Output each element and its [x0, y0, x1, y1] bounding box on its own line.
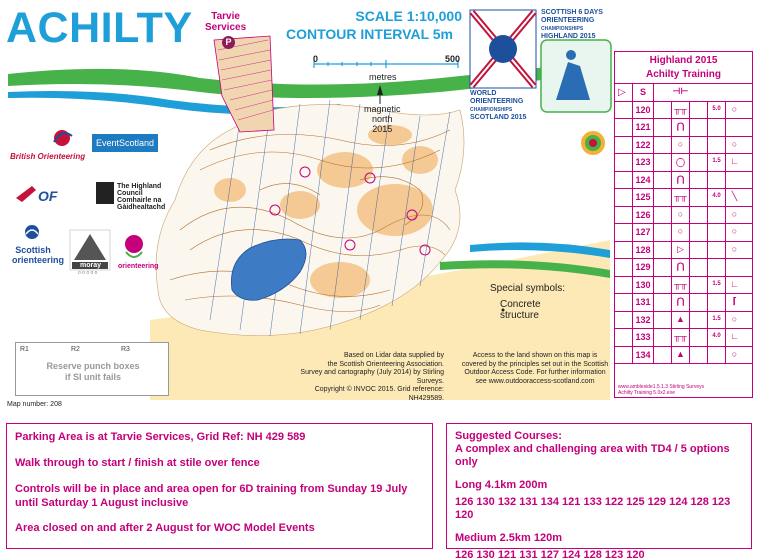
parking-icon: P [222, 36, 235, 49]
control-sym: ⋂ [676, 261, 685, 271]
reserve-line-1: Reserve punch boxes [46, 361, 140, 371]
access-line-1: Access to the land shown on this map is [472, 352, 598, 359]
woc-line-2: ORIENTEERING [470, 98, 524, 105]
scale-unit-label: metres [369, 72, 397, 82]
control-dim: 1.5 [712, 158, 721, 164]
start-triangle-icon: ▷ [618, 87, 626, 98]
reserve-punch-boxes [15, 342, 169, 396]
control-row [615, 172, 752, 190]
magnetic-north-label [364, 104, 401, 134]
control-sym2: ∟ [730, 331, 739, 341]
moray-sub-label: o o o o o [78, 270, 98, 276]
lidar-line-3: Survey and cartography (July 2014) by Stirling Surveys. [300, 369, 444, 385]
control-dim: 1.5 [712, 315, 721, 322]
descriptions-title-line-1: Highland 2015 [649, 55, 718, 66]
control-row [615, 347, 752, 365]
hc-line-2: Council [117, 190, 143, 197]
scale-block [286, 8, 462, 42]
control-dim: 4.0 [712, 193, 721, 199]
british-orienteering-logo [54, 130, 72, 146]
scottish-orienteering-logo [25, 225, 39, 239]
control-row [615, 154, 752, 172]
so-line-1: Scottish [15, 245, 51, 255]
control-sym2: ⌈ [732, 296, 737, 306]
start-symbol: ⊣⊢ [672, 86, 689, 96]
event-scotland-logo: EventScotland [92, 134, 158, 152]
info-walk: Walk through to start / finish at stile over fence [15, 457, 260, 469]
thistle-label: orienteering [118, 263, 159, 270]
control-sym2: ╲ [731, 191, 738, 201]
scale-text: SCALE 1:10,000 [355, 8, 462, 24]
descriptions-start-row [615, 84, 752, 102]
control-dim: 1.5 [712, 280, 721, 287]
hc-line-1: The Highland [117, 183, 162, 190]
control-sym: ╥╥ [674, 103, 687, 114]
hc-line-4: Gàidhealtachd [117, 204, 166, 211]
north-line-1: magnetic [364, 104, 401, 114]
control-row [615, 294, 752, 312]
woc-logo [470, 10, 536, 88]
control-sym2: ○ [731, 348, 738, 359]
access-notice [460, 352, 610, 386]
control-sym2: ○ [731, 243, 738, 254]
control-num: 132 [635, 314, 651, 325]
control-sym: ○ [677, 208, 684, 219]
access-line-3: Outdoor Access Code. For further information [464, 369, 606, 376]
access-line-4: see www.outdooraccess-scotland.com [475, 377, 595, 385]
descriptions-footer-line-2: Achilty Training 5.0x2.exe [618, 390, 675, 396]
s6d-logo-text [541, 9, 603, 41]
reserve-label-r3: R3 [121, 346, 130, 353]
control-row [615, 207, 752, 225]
control-sym: 〇 [675, 158, 685, 168]
lidar-line-1: Based on Lidar data supplied by [343, 352, 444, 359]
woc-line-3: CHAMPIONSHIPS [470, 107, 513, 113]
control-row [615, 189, 752, 207]
control-sym2: ○ [731, 103, 738, 114]
target-icon [581, 131, 605, 155]
control-num: 134 [635, 349, 651, 360]
control-num: 123 [635, 157, 651, 167]
lidar-line-2: the Scottish Orienteering Association. [327, 360, 444, 368]
s6d-line-3: CHAMPIONSHIPS [541, 26, 584, 32]
map-title: ACHILTY [6, 4, 193, 52]
long-course-title: Long 4.1km 200m [455, 479, 548, 491]
special-symbols-title: Special symbols: [490, 283, 566, 294]
info-box-courses [446, 423, 752, 560]
highland-council-crest [96, 182, 114, 204]
tarvie-zone [214, 36, 274, 132]
control-descriptions [614, 51, 753, 398]
reserve-text [16, 361, 170, 383]
control-num: 121 [635, 122, 651, 132]
tarvie-label [205, 11, 246, 33]
woc-line-1: WORLD [470, 90, 497, 97]
so-line-2: orienteering [12, 255, 65, 265]
contour-interval-text: CONTOUR INTERVAL 5m [286, 26, 453, 42]
medium-course-title: Medium 2.5km 120m [455, 532, 562, 544]
north-line-3: 2015 [372, 124, 393, 134]
control-row [615, 224, 752, 242]
control-row [615, 259, 752, 277]
info-closed: Area closed on and after 2 August for WOC Model Events [15, 522, 315, 534]
scottish-orienteering-label [12, 245, 65, 265]
tarvie-line-1: Tarvie [211, 11, 240, 22]
control-num: 126 [635, 209, 651, 220]
descriptions-title-line-2: Achilty Training [645, 69, 721, 80]
control-sym2: ○ [731, 313, 738, 324]
control-sym: ╥╥ [674, 278, 687, 289]
lidar-line-4: Copyright © INVOC 2015. Grid reference: NH429589. [314, 386, 444, 402]
control-num: 124 [635, 174, 651, 185]
highland-council-label [117, 183, 165, 211]
control-row [615, 242, 752, 260]
control-sym: ○ [677, 226, 684, 236]
british-orienteering-label: British Orienteering [10, 152, 86, 161]
control-sym: ▲ [676, 313, 685, 324]
control-sym2: ○ [731, 138, 738, 149]
control-num: 127 [635, 227, 651, 237]
tarvie-line-2: Services [205, 22, 247, 33]
control-row [615, 277, 752, 295]
hc-line-3: Comhairle na [117, 197, 162, 204]
iof-logo-mark [16, 186, 36, 202]
descriptions-footer [618, 384, 704, 396]
control-sym: ▷ [677, 243, 684, 254]
info-box-parking [6, 423, 433, 549]
control-row [615, 102, 752, 120]
courses-heading: Suggested Courses: [455, 430, 562, 442]
control-num: 120 [635, 104, 651, 115]
control-row [615, 329, 752, 347]
control-dim: 4.0 [712, 333, 721, 339]
control-sym: ⋂ [676, 121, 685, 131]
control-sym2: ∟ [730, 278, 739, 289]
control-sym2: ∟ [730, 156, 739, 166]
reserve-label-r2: R2 [71, 346, 80, 353]
control-sym: ▲ [676, 348, 685, 359]
control-sym2: ○ [731, 208, 738, 219]
control-row [615, 137, 752, 155]
woc-line-4: SCOTLAND 2015 [470, 114, 527, 121]
descriptions-footer-line-1: www.ambleside1.5.1.3 Stirling Surveys [618, 384, 705, 390]
long-course-controls: 126 130 132 131 134 121 133 122 125 129 124 128 123 120 [455, 496, 731, 521]
control-sym2: ○ [731, 226, 738, 236]
control-num: 130 [635, 279, 651, 290]
control-row [615, 312, 752, 330]
medium-course-controls: 126 130 121 131 127 124 128 123 120 [455, 549, 645, 560]
access-line-2: covered by the principles set out in the Scottish [461, 360, 609, 368]
special-item-line-2: structure [500, 310, 539, 321]
s6d-line-4: HIGHLAND 2015 [541, 33, 596, 40]
s6d-line-1: SCOTTISH 6 DAYS [541, 9, 603, 16]
control-num: 133 [635, 332, 651, 342]
control-num: 125 [635, 192, 651, 202]
courses-subheading: A complex and challenging area with TD4 / 5 options only [455, 443, 730, 468]
s6d-line-2: ORIENTEERING [541, 17, 595, 24]
control-sym: ╥╥ [674, 191, 687, 201]
thistle-logo [125, 235, 143, 257]
reserve-label-r1: R1 [20, 346, 29, 353]
s6d-logo [541, 40, 611, 112]
map-number: Map number: 208 [7, 401, 62, 408]
control-sym: ○ [677, 138, 684, 149]
north-line-2: north [372, 114, 393, 124]
reserve-line-2: if SI unit fails [64, 372, 121, 382]
lidar-credit [284, 352, 444, 403]
descriptions-rows [615, 102, 752, 365]
scale-start-label: 0 [313, 54, 319, 64]
start-label: S [639, 87, 646, 97]
control-num: 122 [635, 139, 651, 150]
control-row [615, 119, 752, 137]
control-num: 129 [635, 262, 651, 272]
info-parking: Parking Area is at Tarvie Services, Grid Ref: NH 429 589 [15, 431, 306, 443]
info-controls: Controls will be in place and area open for 6D training from Sunday 19 July until Saturday 1 August inclusive [15, 483, 408, 509]
special-item-line-1: Concrete [500, 299, 541, 310]
scale-end-label: 500 [445, 54, 461, 64]
control-dim: 5.0 [712, 105, 721, 112]
control-sym: ⋂ [676, 173, 685, 184]
moray-label: moray [80, 262, 102, 269]
descriptions-title [615, 52, 752, 84]
woc-logo-text [470, 90, 526, 122]
scale-bar-graphic [314, 60, 458, 68]
iof-logo-text: OF [38, 188, 58, 204]
control-sym: ⋂ [676, 296, 685, 306]
control-sym: ╥╥ [674, 331, 687, 341]
special-symbol-concrete [500, 299, 541, 321]
control-num: 131 [635, 297, 651, 307]
control-num: 128 [635, 244, 651, 255]
